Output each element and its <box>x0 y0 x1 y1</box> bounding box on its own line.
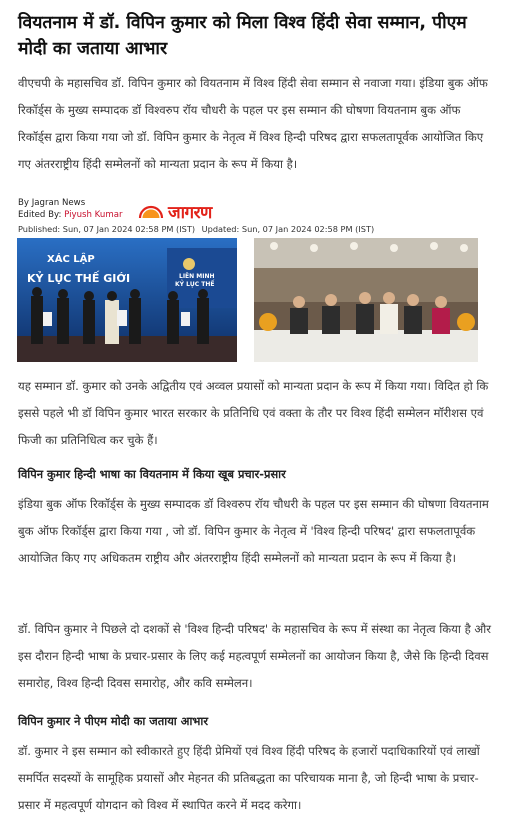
subheading-1: विपिन कुमार हिन्दी भाषा का वियतनाम में किया खूब प्रचार-प्रसार <box>18 467 286 481</box>
updated-date: Updated: Sun, 07 Jan 2024 02:58 PM (IST) <box>201 224 375 234</box>
publish-info <box>18 224 374 234</box>
banner-line4: KỶ LỤC THẾ <box>175 281 215 288</box>
article-para-4: डॉ. विपिन कुमार ने पिछले दो दशकों से 'विश्व हिन्दी परिषद' के महासचिव के रूप में संस्था का नेतृत्व किया है और इस दौरान हिन्दी भाषा के प्रचार-प्रसार के लिए कई महत्वपूर्ण सम्मेलनों का आयोजन किया है, जैसे कि हिन्दी दिवस समारोह, विश्व हिन्दी दिवस समारोह, और कवि सम्मेलन। <box>18 622 492 690</box>
banner-line3: LIÊN MINH <box>179 273 215 280</box>
published-date: Published: Sun, 07 Jan 2024 02:58 PM (IST) <box>18 224 196 234</box>
article-para-5: डॉ. कुमार ने इस सम्मान को स्वीकारते हुए हिंदी प्रेमियों एवं विश्व हिंदी परिषद के हजारों पदाधिकारियों एवं लाखों समर्पित सदस्यों के सामूहिक प्रयासों और मेहनत की प्रतिबद्धता का परिचायक माना है, जो हिन्दी भाषा के प्रचार-प्रसार में महत्वपूर्ण योगदान को विश्व में स्थापित करने में मदद करेगा। <box>18 744 480 812</box>
banner-line1: XÁC LẬP <box>47 254 95 265</box>
award-stage-photo <box>17 238 237 362</box>
article-para-3: इंडिया बुक ऑफ रिकॉर्ड्स के मुख्य सम्पादक डॉ विश्वरुप रॉय चौधरी के पहल पर इस सम्मान की घोषणा वियतनाम बुक ऑफ रिकॉर्ड्स द्वारा किया गया , जो डॉ. विपिन कुमार के नेतृत्व में 'विश्व हिन्दी परिषद' द्वारा सफलतापूर्वक आयोजित किए गए अधिकतम राष्ट्रीय और अंतरराष्ट्रीय हिंदी सम्मेलनों को मान्यता प्रदान के रूप में किया है। <box>18 497 489 565</box>
jagran-logo[interactable] <box>137 200 212 223</box>
byline-source: By Jagran News <box>18 198 86 208</box>
logo-text: जागरण <box>168 203 212 223</box>
article-headline: वियतनाम में डॉ. विपिन कुमार को मिला विश्व हिंदी सेवा सम्मान, पीएम मोदी का जताया आभार <box>18 13 467 59</box>
editor-label: Edited By: <box>18 210 65 220</box>
banner-line2: KỶ LỤC THẾ GIỚI <box>27 272 131 285</box>
byline <box>18 197 123 221</box>
article-intro: वीएचपी के महासचिव डॉ. विपिन कुमार को वियतनाम में विश्व हिंदी सेवा सम्मान से नवाजा गया। इंडिया बुक ऑफ रिकॉर्ड्स के मुख्य सम्पादक डॉ विश्वरुप रॉय चौधरी के पहल पर इस सम्मान की घोषणा वियतनाम बुक ऑफ रिकॉर्ड्स द्वारा किया गया जो डॉ. विपिन कुमार के नेतृत्व में विश्व हिन्दी परिषद द्वारा सफलतापूर्वक आयोजित किए गए अंतरराष्ट्रीय हिंदी सम्मेलनों को मान्यता प्रदान के रूप में किया है। <box>18 76 488 171</box>
byline-editor <box>18 209 123 221</box>
subheading-2: विपिन कुमार ने पीएम मोदी का जताया आभार <box>18 714 208 728</box>
editor-link[interactable]: Piyush Kumar <box>64 210 123 220</box>
audience-photo <box>254 238 478 362</box>
article-para-2: यह सम्मान डॉ. कुमार को उनके अद्वितीय एवं अव्वल प्रयासों को मान्यता प्रदान के रूप में किया गया। विदित हो कि इससे पहले भी डॉ विपिन कुमार भारत सरकार के प्रतिनिधि एवं वक्ता के तौर पर विश्व हिंदी सम्मेलन मॉरीशस एवं फिजी का प्रतिनिधित्व कर चुके हैं। <box>18 379 489 447</box>
sun-logo-icon <box>137 203 165 221</box>
